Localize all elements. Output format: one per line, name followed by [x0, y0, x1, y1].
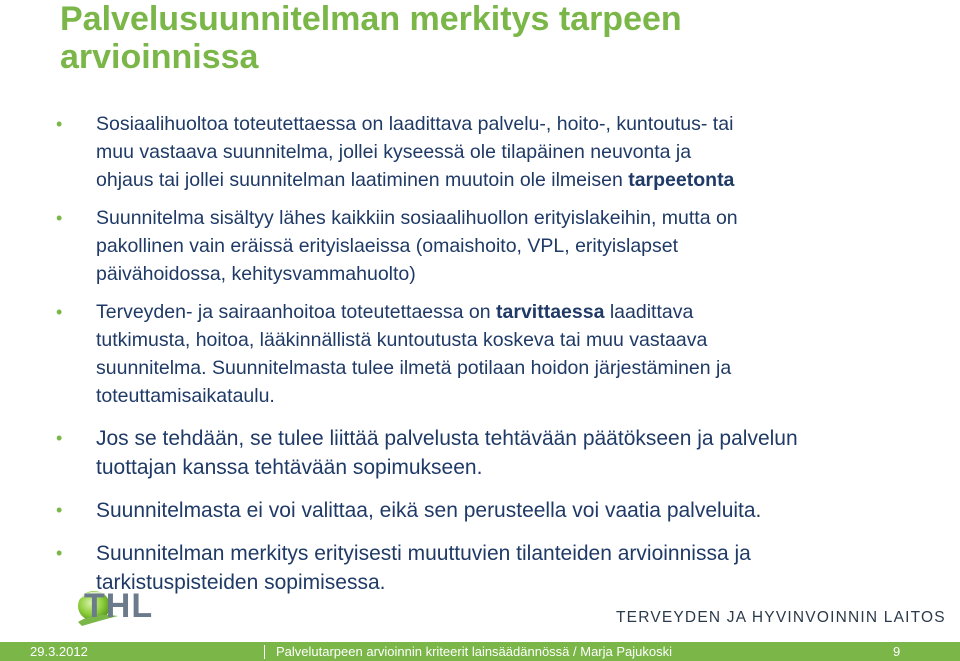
bullet-1-bold-word: tarpeetonta	[628, 169, 735, 191]
bullet-4-line-2: tuottajan kanssa tehtävään sopimukseen.	[96, 456, 483, 479]
bullet-3-line-3: suunnitelma. Suunnitelmasta tulee ilmetä potilaan hoidon järjestäminen ja	[96, 357, 732, 379]
bullet-3-line-1	[96, 298, 916, 326]
footer-bar	[0, 642, 960, 661]
bullet-4-line-1: Jos se tehdään, se tulee liittää palvelusta tehtävään päätökseen ja palvelun	[96, 427, 798, 450]
slide-title-line-2: arvioinnissa	[60, 38, 259, 76]
bullet-3-line-1-pre: Terveyden- ja sairaanhoitoa toteutettaessa on	[96, 301, 497, 323]
slide-title	[60, 0, 920, 76]
bullet-2-line-2: pakollinen vain eräissä erityislaeissa (omaishoito, VPL, erityislapset	[96, 235, 679, 257]
bullet-5-line-1: Suunnitelmasta ei voi valittaa, eikä sen perusteella voi vaatia palveluita.	[96, 499, 762, 522]
bullet-3-line-1-post: laadittava	[604, 301, 694, 323]
bullet-3-bold-word: tarvittaessa	[496, 301, 605, 323]
bullet-item-6	[56, 539, 916, 597]
institute-name: TERVEYDEN JA HYVINVOINNIN LAITOS	[616, 609, 946, 626]
bullet-2-line-1: Suunnitelma sisältyy lähes kaikkiin sosiaalihuollon erityislakeihin, mutta on	[96, 207, 738, 229]
slide-title-line-1: Palvelusuunnitelman merkitys tarpeen	[60, 0, 682, 38]
footer-page-number: 9	[893, 644, 901, 659]
bullet-3-line-2: tutkimusta, hoitoa, lääkinnällistä kuntoutusta koskeva tai muu vastaava	[96, 329, 708, 351]
bullet-icon: •	[56, 302, 63, 322]
bullet-icon: •	[56, 543, 63, 563]
bullet-1-line-3	[96, 166, 916, 194]
thl-logo-text: THL	[84, 587, 154, 625]
bullet-1-line-2: muu vastaava suunnitelma, jollei kyseessä ole tilapäinen neuvonta ja	[96, 141, 692, 163]
bullet-item-5	[56, 496, 916, 525]
bullet-icon: •	[56, 500, 63, 520]
bullet-3-line-4: toteuttamisaikataulu.	[96, 385, 275, 407]
bullet-list	[56, 110, 916, 597]
bullet-icon: •	[56, 114, 63, 134]
bullet-6-line-2: tarkistuspisteiden sopimisessa.	[96, 571, 386, 594]
bullet-item-1	[56, 110, 916, 194]
bullet-item-3	[56, 298, 916, 410]
bullet-1-line-3-text: ohjaus tai jollei suunnitelman laatiminen muutoin ole ilmeisen	[96, 169, 629, 191]
bullet-item-2	[56, 204, 916, 288]
bullet-6-line-1: Suunnitelman merkitys erityisesti muuttuvien tilanteiden arvioinnissa ja	[96, 542, 751, 565]
bullet-1-line-1: Sosiaalihuoltoa toteutettaessa on laadittava palvelu-, hoito-, kuntoutus- tai	[96, 113, 734, 135]
bullet-2-line-3: päivähoidossa, kehitysvammahuolto)	[96, 263, 416, 285]
footer-divider	[264, 645, 265, 659]
footer-title: Palvelutarpeen arvioinnin kriteerit lainsäädännössä / Marja Pajukoski	[276, 644, 672, 659]
bullet-icon: •	[56, 428, 63, 448]
bullet-item-4	[56, 424, 916, 482]
bullet-icon: •	[56, 208, 63, 228]
footer-date: 29.3.2012	[30, 644, 88, 659]
